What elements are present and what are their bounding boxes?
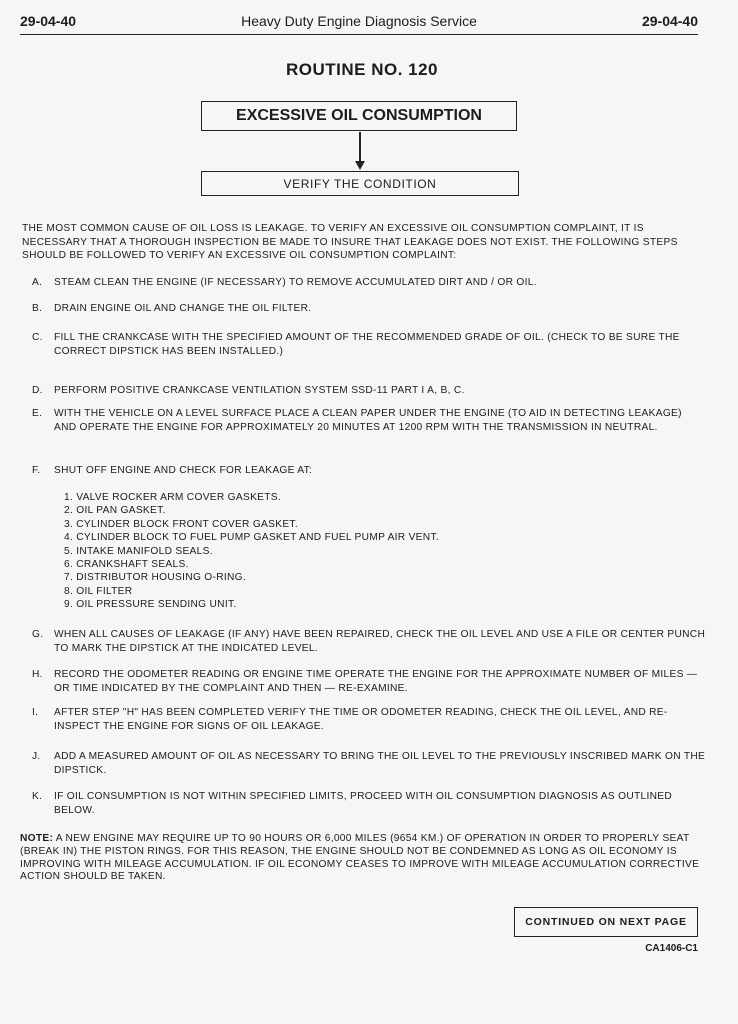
list-item: 5. INTAKE MANIFOLD SEALS. [64, 545, 213, 557]
step-letter: C. [32, 332, 43, 343]
header-title: Heavy Duty Engine Diagnosis Service [241, 13, 477, 29]
list-item: 3. CYLINDER BLOCK FRONT COVER GASKET. [64, 518, 298, 530]
page-header [20, 10, 698, 35]
step-letter: J. [32, 751, 41, 762]
list-item: 9. OIL PRESSURE SENDING UNIT. [64, 599, 237, 611]
list-item: 8. OIL FILTER [64, 585, 133, 597]
step-letter: G. [32, 629, 44, 640]
step-letter: H. [32, 669, 43, 680]
flow-arrow-icon [355, 161, 365, 170]
note-label: NOTE: [20, 833, 54, 844]
step-text: STEAM CLEAN THE ENGINE (IF NECESSARY) TO REMOVE ACCUMULATED DIRT AND / OR OIL. [54, 277, 537, 288]
routine-heading: ROUTINE NO. 120 [285, 60, 439, 79]
step-letter: B. [32, 303, 43, 314]
list-item: 1. VALVE ROCKER ARM COVER GASKETS. [64, 492, 282, 503]
list-item: 4. CYLINDER BLOCK TO FUEL PUMP GASKET AND FUEL PUMP AIR VENT. [64, 532, 439, 544]
step-text: FILL THE CRANKCASE WITH THE SPECIFIED AMOUNT OF THE RECOMMENDED GRADE OF OIL. (CHECK TO BE SURE THE CORRECT DIPSTICK HAS BEEN INSTALLED.) [54, 332, 680, 357]
list-item: 6. CRANKSHAFT SEALS. [64, 558, 189, 570]
note-paragraph [20, 833, 706, 884]
step-text: WITH THE VEHICLE ON A LEVEL SURFACE PLACE A CLEAN PAPER UNDER THE ENGINE (TO AID IN DETECTING LEAKAGE) AND OPERATE THE ENGINE FOR APPROXIMATELY 20 MINUTES AT 1200 RPM WITH THE TRANSMISSION IN NEUTRAL. [54, 408, 682, 433]
list-item: 7. DISTRIBUTOR HOUSING O-RING. [64, 572, 247, 584]
page-number-left: 29-04-40 [20, 13, 77, 29]
list-item: 2. OIL PAN GASKET. [64, 505, 166, 517]
step-text: WHEN ALL CAUSES OF LEAKAGE (IF ANY) HAVE BEEN REPAIRED, CHECK THE OIL LEVEL AND USE A FILE OR CENTER PUNCH TO MARK THE DIPSTICK AT THE INDICATED LEVEL. [54, 629, 706, 654]
step-letter: F. [32, 465, 41, 476]
step-text: DRAIN ENGINE OIL AND CHANGE THE OIL FILTER. [54, 303, 312, 314]
step-letter: A. [32, 277, 43, 288]
leak-points-list [64, 491, 664, 612]
step-letter: I. [32, 707, 39, 718]
step-letter: K. [32, 791, 43, 802]
note-text: A NEW ENGINE MAY REQUIRE UP TO 90 HOURS OR 6,000 MILES (9654 KM.) OF OPERATION IN ORDER TO PROPERLY SEAT (BREAK IN) THE PISTON RINGS. FOR THIS REASON, THE ENGINE SHOULD NOT BE CONDEMNED AS LONG AS OIL ECONOMY IS IMPROVING WITH MILEAGE ACCUMULATION. IF OIL ECONOMY CEASES TO IMPROVE WITH MILEAGE ACCUMULATION CORRECTIVE ACTION SHOULD BE TAKEN. [20, 833, 700, 883]
step-text: SHUT OFF ENGINE AND CHECK FOR LEAKAGE AT: [54, 465, 313, 476]
flow-connector-line [359, 132, 361, 162]
step-text: IF OIL CONSUMPTION IS NOT WITHIN SPECIFIED LIMITS, PROCEED WITH OIL CONSUMPTION DIAGNOSIS AS OUTLINED BELOW. [54, 791, 673, 816]
step-letter: E. [32, 408, 43, 419]
flow-verify-box: VERIFY THE CONDITION [201, 171, 519, 196]
step-text: PERFORM POSITIVE CRANKCASE VENTILATION SYSTEM SSD-11 PART I A, B, C. [54, 385, 465, 396]
intro-paragraph: THE MOST COMMON CAUSE OF OIL LOSS IS LEAKAGE. TO VERIFY AN EXCESSIVE OIL CONSUMPTION COMPLAINT, IT IS NECESSARY THAT A THOROUGH INSPECTION BE MADE TO INSURE THAT LEAKAGE DOES NOT EXIST. THE FOLLOWING STEPS SHOULD BE FOLLOWED TO VERIFY AN EXCESSIVE OIL CONSUMPTION COMPLAINT: [22, 223, 678, 261]
step-text: AFTER STEP "H" HAS BEEN COMPLETED VERIFY THE TIME OR ODOMETER READING, CHECK THE OIL LEVEL, AND RE-INSPECT THE ENGINE FOR SIGNS OF OIL LEAKAGE. [54, 707, 668, 732]
continued-box: CONTINUED ON NEXT PAGE [514, 907, 698, 937]
step-text: RECORD THE ODOMETER READING OR ENGINE TIME OPERATE THE ENGINE FOR THE APPROXIMATE NUMBER OF MILES — OR TIME INDICATED BY THE COMPLAINT AND THEN — RE-EXAMINE. [54, 669, 698, 694]
flow-title-box: EXCESSIVE OIL CONSUMPTION [201, 101, 517, 131]
step-letter: D. [32, 385, 43, 396]
figure-code: CA1406-C1 [645, 943, 698, 954]
step-text: ADD A MEASURED AMOUNT OF OIL AS NECESSARY TO BRING THE OIL LEVEL TO THE PREVIOUSLY INSCRIBED MARK ON THE DIPSTICK. [54, 751, 706, 776]
page-number-right: 29-04-40 [641, 13, 698, 29]
